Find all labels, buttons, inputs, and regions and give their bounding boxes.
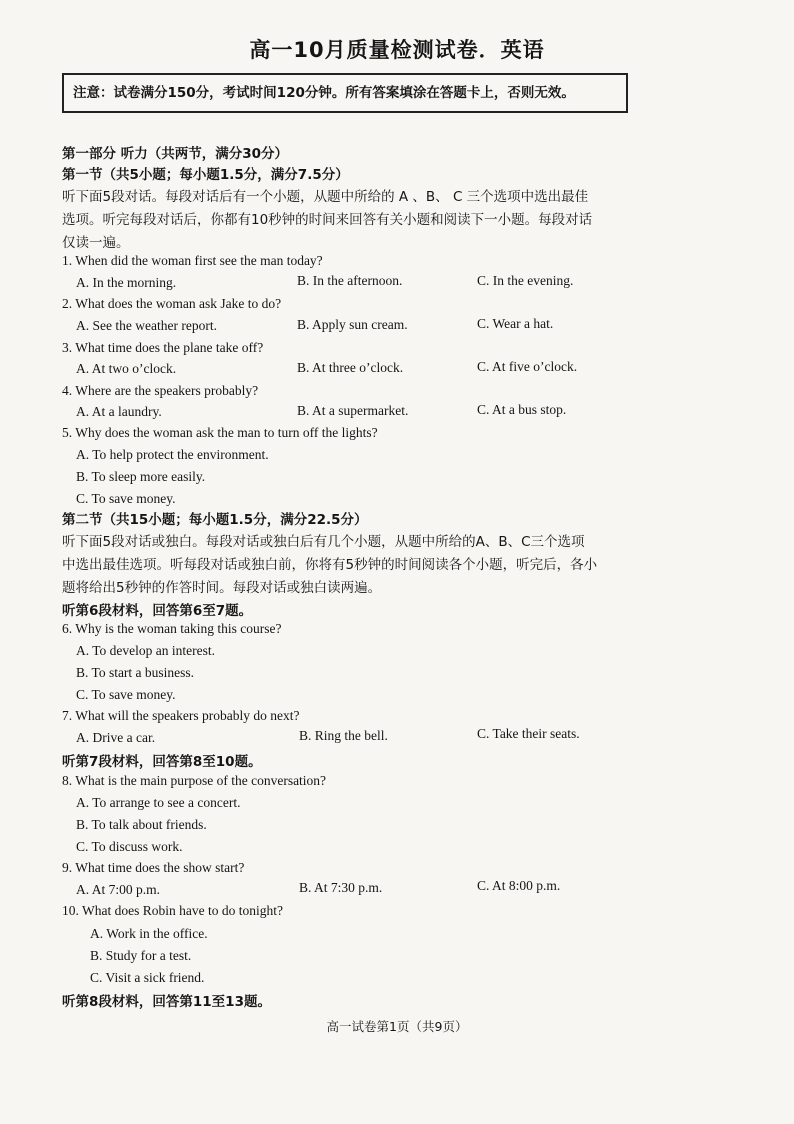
option-5b: B. To sleep more easily.	[76, 469, 206, 484]
part1-heading: 第一部分 听力（共两节，满分30分）	[62, 146, 288, 162]
question-1: 1. When did the woman first see the man today?	[62, 253, 323, 268]
option-4c: C. At a bus stop.	[477, 402, 567, 417]
section2-heading: 第二节（共15小题；每小题1.5分，满分22.5分）	[62, 512, 368, 528]
option-4a: A. At a laundry.	[76, 404, 162, 419]
question-2: 2. What does the woman ask Jake to do?	[62, 296, 282, 311]
option-7c: C. Take their seats.	[477, 726, 580, 741]
option-7b: B. Ring the bell.	[299, 728, 388, 743]
section1-instruction-line: 听下面5段对话。每段对话后有一个小题，从题中所给的 A 、B、 C 三个选项中选出最佳	[62, 189, 589, 205]
question-4: 4. Where are the speakers probably?	[62, 383, 259, 398]
section2-instruction-line: 中选出最佳选项。听每段对话或独白前，你将有5秒钟的时间阅读各个小题，听完后，各小	[62, 557, 598, 573]
option-1b: B. In the afternoon.	[297, 273, 403, 288]
option-10b: B. Study for a test.	[90, 948, 192, 963]
option-7a: A. Drive a car.	[76, 730, 156, 745]
option-8c: C. To discuss work.	[76, 839, 183, 854]
option-1c: C. In the evening.	[477, 273, 574, 288]
option-10c: C. Visit a sick friend.	[90, 970, 205, 985]
option-2c: C. Wear a hat.	[477, 316, 554, 331]
question-3: 3. What time does the plane take off?	[62, 340, 264, 355]
material-6-heading: 听第6段材料，回答第6至7题。	[62, 603, 253, 619]
option-2a: A. See the weather report.	[76, 318, 217, 333]
section2-instruction-line: 题将给出5秒钟的作答时间。每段对话或独白读两遍。	[62, 580, 382, 596]
option-3b: B. At three o’clock.	[297, 360, 404, 375]
option-5c: C. To save money.	[76, 491, 176, 506]
page-footer: 高一试卷第1页（共9页）	[326, 1019, 468, 1034]
option-8b: B. To talk about friends.	[76, 817, 207, 832]
material-8-heading: 听第8段材料，回答第11至13题。	[62, 994, 271, 1010]
notice-box: 注意：试卷满分150分，考试时间120分钟。所有答案填涂在答题卡上，否则无效。	[62, 73, 628, 113]
option-9b: B. At 7:30 p.m.	[299, 880, 383, 895]
option-5a: A. To help protect the environment.	[76, 447, 269, 462]
question-9: 9. What time does the show start?	[62, 860, 245, 875]
option-6c: C. To save money.	[76, 687, 176, 702]
option-10a: A. Work in the office.	[90, 926, 208, 941]
section1-instruction-line: 仅读一遍。	[62, 235, 130, 251]
option-9c: C. At 8:00 p.m.	[477, 878, 561, 893]
question-8: 8. What is the main purpose of the conversation?	[62, 773, 327, 788]
section1-heading: 第一节（共5小题；每小题1.5分，满分7.5分）	[62, 167, 349, 183]
option-3c: C. At five o’clock.	[477, 359, 578, 374]
option-3a: A. At two o’clock.	[76, 361, 177, 376]
option-2b: B. Apply sun cream.	[297, 317, 408, 332]
page-title: 高一10月质量检测试卷．英语	[249, 38, 545, 62]
section2-instruction-line: 听下面5段对话或独白。每段对话或独白后有几个小题，从题中所给的A、B、C三个选项	[62, 534, 585, 550]
section1-instruction-line: 选项。听完每段对话后，你都有10秒钟的时间来回答有关小题和阅读下一小题。每段对话	[62, 212, 593, 228]
question-6: 6. Why is the woman taking this course?	[62, 621, 282, 636]
option-6a: A. To develop an interest.	[76, 643, 216, 658]
question-5: 5. Why does the woman ask the man to turn off the lights?	[62, 425, 378, 440]
option-9a: A. At 7:00 p.m.	[76, 882, 161, 897]
option-8a: A. To arrange to see a concert.	[76, 795, 241, 810]
option-4b: B. At a supermarket.	[297, 403, 409, 418]
material-7-heading: 听第7段材料，回答第8至10题。	[62, 754, 262, 770]
question-10: 10. What does Robin have to do tonight?	[62, 903, 283, 918]
option-6b: B. To start a business.	[76, 665, 195, 680]
option-1a: A. In the morning.	[76, 275, 177, 290]
question-7: 7. What will the speakers probably do next?	[62, 708, 300, 723]
